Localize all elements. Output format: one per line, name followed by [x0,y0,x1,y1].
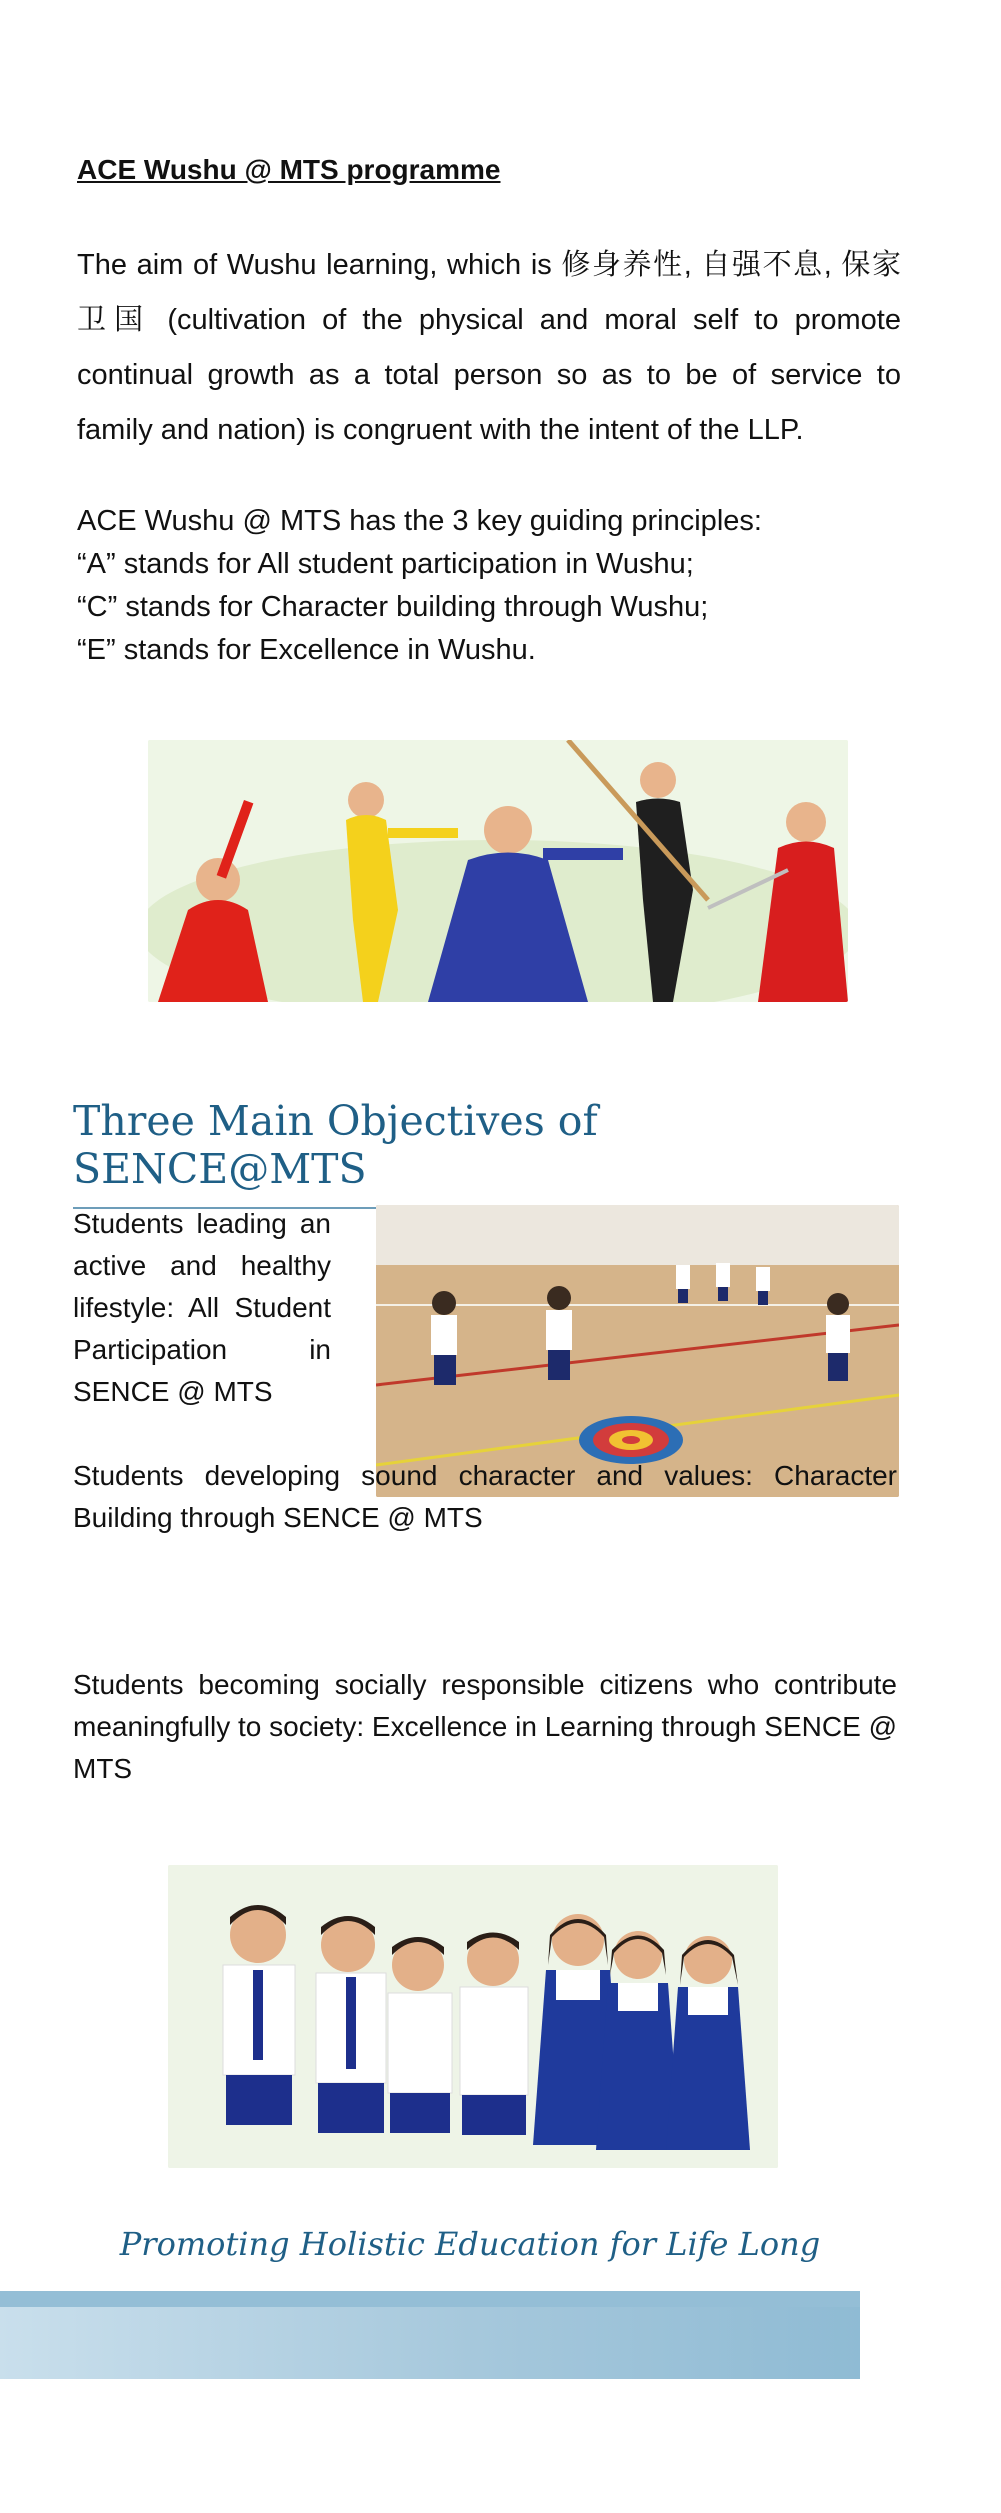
objective-3-wrap [73,1664,897,1790]
aim-paragraph: The aim of Wushu learning, which is 修身养性, 自强不息, 保家卫国 (cultivation of the physical and moral self to promote continual growth as a total person so as to be of service to family and nation) is congruent with the intent of the LLP. [77,249,901,446]
wushu-photo-illustration [148,740,848,1002]
objective-1-wrap [73,1203,331,1413]
principles-block [77,500,762,672]
principle-a: “A” stands for All student participation in Wushu; [77,548,694,580]
principle-c: “C” stands for Character building through Wushu; [77,591,709,623]
objectives-title: Three Main Objectives of SENCE@MTS [73,1097,897,1209]
ace-heading: ACE Wushu @ MTS programme [77,154,501,185]
tagline: Promoting Holistic Education for Life Long [119,2225,821,2263]
gym-photo [376,1205,899,1497]
students-photo-illustration [168,1865,778,2168]
footer-band [0,2291,860,2379]
objective-3: Students becoming socially responsible citizens who contribute meaningfully to society: Excellence in Learning through SENCE @ MTS [73,1669,897,1784]
principle-e: “E” stands for Excellence in Wushu. [77,634,536,666]
footer-band-strip [0,2291,860,2307]
gym-photo-illustration [376,1205,899,1497]
objective-2-wrap [73,1455,897,1539]
wushu-photo [148,740,848,1002]
objective-1: Students leading an active and healthy lifestyle: All Student Participation in SENCE @ MTS [73,1208,331,1407]
objective-2: Students developing sound character and values: Character Building through SENCE @ MTS [73,1460,897,1533]
principles-intro: ACE Wushu @ MTS has the 3 key guiding principles: [77,505,762,537]
students-photo [168,1865,778,2168]
